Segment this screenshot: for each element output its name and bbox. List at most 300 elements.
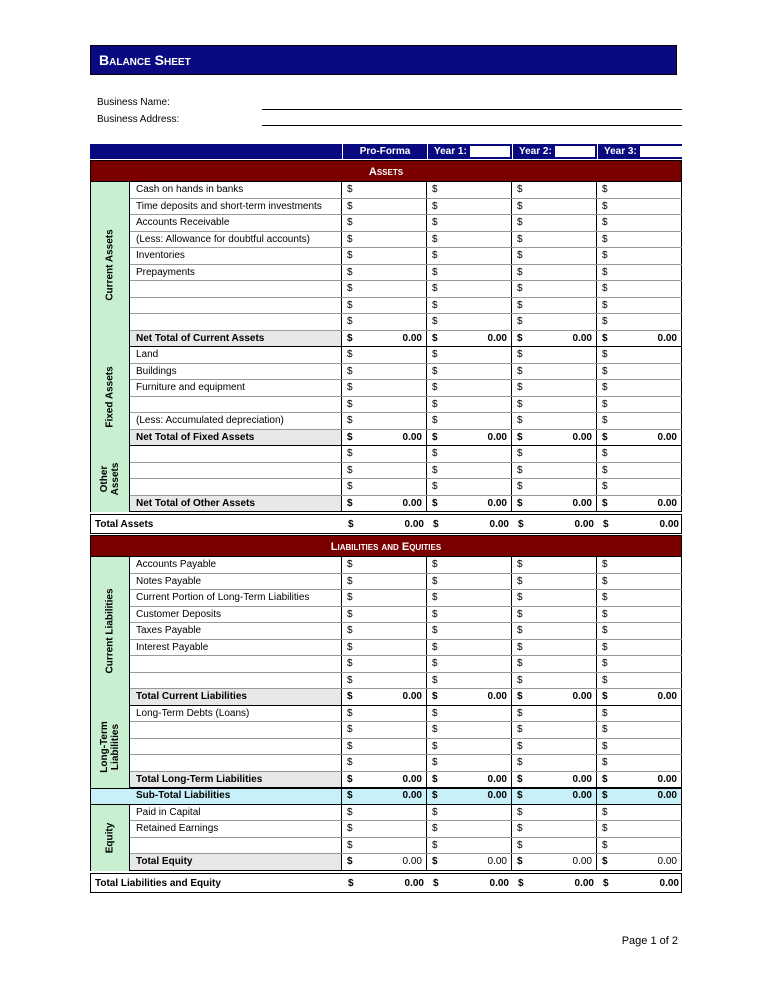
currency-symbol: $ <box>432 233 438 245</box>
value-cell[interactable] <box>342 397 427 413</box>
currency-symbol: $ <box>432 575 438 587</box>
currency-symbol: $ <box>517 266 523 278</box>
value-cell[interactable] <box>597 673 682 689</box>
value-cell[interactable] <box>512 479 597 495</box>
grand-total-cell: $ 0.00 <box>348 877 424 889</box>
value-cell[interactable] <box>512 673 597 689</box>
currency-symbol: $ <box>602 398 608 410</box>
value-cell[interactable] <box>427 347 512 363</box>
currency-symbol: $ <box>517 184 523 195</box>
value-cell[interactable] <box>597 557 682 573</box>
value-cell[interactable] <box>427 380 512 396</box>
value-cell[interactable] <box>597 347 682 363</box>
amount: 0.00 <box>402 431 422 443</box>
value-cell[interactable] <box>512 557 597 573</box>
value-cell[interactable] <box>427 739 512 755</box>
value-cell[interactable] <box>427 722 512 738</box>
currency-symbol: $ <box>432 250 438 261</box>
row-label: (Less: Allowance for doubtful accounts) <box>130 232 342 248</box>
value-cell[interactable] <box>427 265 512 281</box>
value-cell[interactable] <box>427 607 512 623</box>
other-assets-total-row <box>130 496 682 513</box>
row-label <box>130 281 342 297</box>
currency-symbol: $ <box>347 497 353 509</box>
currency-symbol: $ <box>602 184 608 195</box>
value-cell[interactable] <box>597 805 682 821</box>
value-cell[interactable] <box>597 838 682 854</box>
value-cell[interactable] <box>597 463 682 479</box>
value-cell[interactable] <box>512 607 597 623</box>
value-cell[interactable] <box>427 215 512 231</box>
equity-group <box>90 805 130 871</box>
table-row <box>130 364 682 381</box>
value-cell[interactable] <box>427 314 512 330</box>
value-cell[interactable] <box>342 281 427 297</box>
grand-total-cell: $ 0.00 <box>603 519 679 530</box>
value-cell[interactable] <box>512 463 597 479</box>
currency-symbol: $ <box>602 431 608 443</box>
value-cell[interactable]: $ 0.00 <box>512 788 597 804</box>
currency-symbol: $ <box>347 856 353 867</box>
value-cell[interactable] <box>512 805 597 821</box>
value-cell[interactable] <box>512 739 597 755</box>
currency-symbol: $ <box>347 184 353 195</box>
currency-symbol: $ <box>432 299 438 311</box>
value-cell[interactable] <box>597 281 682 297</box>
value-cell[interactable] <box>597 265 682 281</box>
value-cell[interactable] <box>512 265 597 281</box>
currency-symbol: $ <box>347 448 353 459</box>
currency-symbol: $ <box>602 250 608 261</box>
table-row <box>130 805 682 822</box>
value-cell[interactable] <box>512 446 597 462</box>
currency-symbol: $ <box>347 641 353 653</box>
value-cell[interactable] <box>427 199 512 215</box>
table-row <box>130 590 682 607</box>
row-label: Long-Term Debts (Loans) <box>130 706 342 722</box>
value-cell[interactable] <box>597 364 682 380</box>
value-cell[interactable] <box>512 380 597 396</box>
currency-symbol: $ <box>432 448 438 459</box>
value-cell[interactable] <box>342 215 427 231</box>
value-cell[interactable] <box>597 607 682 623</box>
year1-input[interactable] <box>470 146 510 157</box>
currency-symbol: $ <box>432 608 438 620</box>
table-row <box>130 673 682 690</box>
business-address-label: Business Address: <box>97 114 180 125</box>
value-cell[interactable] <box>512 706 597 722</box>
currency-symbol: $ <box>602 674 608 686</box>
value-cell[interactable] <box>512 397 597 413</box>
currency-symbol: $ <box>347 674 353 686</box>
value-cell[interactable] <box>427 496 512 512</box>
amount: 0.00 <box>572 332 592 344</box>
currency-symbol: $ <box>602 299 608 311</box>
value-cell[interactable] <box>427 298 512 314</box>
currency-symbol: $ <box>602 691 608 702</box>
current-assets-group <box>90 182 130 347</box>
value-cell[interactable] <box>512 772 597 788</box>
grand-total-cell: $ 0.00 <box>518 877 594 889</box>
value-cell[interactable] <box>342 623 427 639</box>
currency-symbol: $ <box>517 481 523 492</box>
value-cell[interactable] <box>427 854 512 870</box>
currency-symbol: $ <box>432 382 438 393</box>
value-cell[interactable] <box>342 199 427 215</box>
table-row <box>130 265 682 282</box>
value-cell[interactable] <box>342 557 427 573</box>
currency-symbol: $ <box>432 839 438 851</box>
value-cell[interactable] <box>427 248 512 264</box>
subtotal-label: Sub-Total Liabilities <box>130 788 342 804</box>
value-cell[interactable] <box>342 706 427 722</box>
value-cell[interactable] <box>597 215 682 231</box>
value-cell[interactable] <box>342 772 427 788</box>
currency-symbol: $ <box>602 316 608 327</box>
value-cell[interactable] <box>512 248 597 264</box>
value-cell[interactable] <box>342 607 427 623</box>
value-cell[interactable] <box>512 854 597 870</box>
value-cell[interactable] <box>342 232 427 248</box>
value-cell[interactable] <box>342 248 427 264</box>
currency-symbol: $ <box>602 365 608 377</box>
currency-symbol: $ <box>432 724 438 735</box>
currency-symbol: $ <box>432 592 438 603</box>
currency-symbol: $ <box>432 266 438 278</box>
amount: 0.00 <box>402 332 422 344</box>
value-cell[interactable] <box>342 739 427 755</box>
value-cell[interactable] <box>512 232 597 248</box>
currency-symbol: $ <box>347 250 353 261</box>
business-address-field[interactable] <box>262 125 682 126</box>
year3-input[interactable] <box>640 146 682 157</box>
value-cell[interactable]: $ 0.00 <box>427 788 512 804</box>
currency-symbol: $ <box>517 592 523 603</box>
table-row <box>130 413 682 430</box>
currency-symbol: $ <box>432 806 438 818</box>
currency-symbol: $ <box>347 316 353 327</box>
row-label: Prepayments <box>130 265 342 281</box>
currency-symbol: $ <box>432 415 438 426</box>
value-cell[interactable] <box>427 805 512 821</box>
value-cell[interactable] <box>512 413 597 429</box>
amount: 0.00 <box>402 691 422 702</box>
currency-symbol: $ <box>517 625 523 636</box>
value-cell[interactable] <box>427 479 512 495</box>
currency-symbol: $ <box>432 200 438 212</box>
currency-symbol: $ <box>347 266 353 278</box>
current-liabilities-group <box>90 557 130 706</box>
value-cell[interactable] <box>342 755 427 771</box>
value-cell[interactable] <box>512 215 597 231</box>
value-cell[interactable] <box>512 623 597 639</box>
value-cell[interactable] <box>342 314 427 330</box>
row-label: Accounts Payable <box>130 557 342 573</box>
value-cell[interactable] <box>512 347 597 363</box>
currency-symbol: $ <box>347 299 353 311</box>
value-cell[interactable] <box>427 821 512 837</box>
value-cell[interactable] <box>427 838 512 854</box>
value-cell[interactable] <box>427 446 512 462</box>
grand-total-label: Total Liabilities and Equity <box>95 877 221 889</box>
value-cell[interactable] <box>427 281 512 297</box>
value-cell[interactable] <box>342 854 427 870</box>
business-name-field[interactable] <box>262 109 682 110</box>
value-cell[interactable] <box>342 298 427 314</box>
value-cell[interactable] <box>342 380 427 396</box>
value-cell[interactable] <box>597 706 682 722</box>
row-label: Customer Deposits <box>130 607 342 623</box>
amount: 0.00 <box>572 431 592 443</box>
currency-symbol: $ <box>517 200 523 212</box>
table-row <box>130 215 682 232</box>
value-cell[interactable] <box>512 430 597 446</box>
value-cell[interactable] <box>427 557 512 573</box>
currency-symbol: $ <box>517 658 523 669</box>
value-cell[interactable] <box>427 590 512 606</box>
value-cell[interactable] <box>512 331 597 347</box>
currency-symbol: $ <box>517 608 523 620</box>
value-cell[interactable]: $ 0.00 <box>342 788 427 804</box>
value-cell[interactable] <box>597 413 682 429</box>
row-label: Interest Payable <box>130 640 342 656</box>
value-cell[interactable] <box>512 298 597 314</box>
value-cell[interactable] <box>342 413 427 429</box>
value-cell[interactable] <box>427 640 512 656</box>
value-cell[interactable] <box>342 182 427 198</box>
currency-symbol: $ <box>432 856 438 867</box>
value-cell[interactable] <box>427 623 512 639</box>
currency-symbol: $ <box>432 740 438 752</box>
currency-symbol: $ <box>517 707 523 719</box>
currency-symbol: $ <box>347 332 353 344</box>
value-cell[interactable] <box>512 821 597 837</box>
table-row <box>130 706 682 723</box>
currency-symbol: $ <box>517 724 523 735</box>
value-cell[interactable] <box>342 347 427 363</box>
value-cell[interactable] <box>342 463 427 479</box>
currency-symbol: $ <box>432 641 438 653</box>
currency-symbol: $ <box>517 448 523 459</box>
currency-symbol: $ <box>517 575 523 587</box>
col-year3: Year 3: <box>597 144 682 159</box>
value-cell[interactable] <box>597 298 682 314</box>
currency-symbol: $ <box>432 184 438 195</box>
value-cell[interactable] <box>427 364 512 380</box>
fixed-assets-total-row <box>130 430 682 447</box>
currency-symbol: $ <box>517 856 523 867</box>
value-cell[interactable] <box>512 590 597 606</box>
currency-symbol: $ <box>347 608 353 620</box>
row-label <box>130 838 342 854</box>
value-cell[interactable] <box>597 623 682 639</box>
value-cell[interactable] <box>342 805 427 821</box>
value-cell[interactable] <box>597 479 682 495</box>
value-cell[interactable] <box>342 446 427 462</box>
value-cell[interactable] <box>427 656 512 672</box>
value-cell[interactable] <box>342 331 427 347</box>
value-cell[interactable] <box>597 640 682 656</box>
value-cell[interactable] <box>512 182 597 198</box>
value-cell[interactable] <box>427 574 512 590</box>
value-cell[interactable] <box>597 722 682 738</box>
currency-symbol: $ <box>602 200 608 212</box>
year2-input[interactable] <box>555 146 595 157</box>
value-cell[interactable] <box>597 182 682 198</box>
value-cell[interactable] <box>597 772 682 788</box>
currency-symbol: $ <box>602 266 608 278</box>
currency-symbol: $ <box>432 625 438 636</box>
value-cell[interactable] <box>342 430 427 446</box>
currency-symbol: $ <box>347 740 353 752</box>
row-label <box>130 314 342 330</box>
value-cell[interactable] <box>427 182 512 198</box>
value-cell[interactable] <box>512 496 597 512</box>
value-cell[interactable] <box>342 673 427 689</box>
table-row <box>130 640 682 657</box>
value-cell[interactable] <box>512 314 597 330</box>
current-assets-total-row <box>130 331 682 348</box>
amount: 0.00 <box>657 332 677 344</box>
value-cell[interactable] <box>512 364 597 380</box>
value-cell[interactable] <box>427 430 512 446</box>
amount: 0.00 <box>402 497 422 509</box>
amount: 0.00 <box>487 773 507 785</box>
currency-symbol: $ <box>432 691 438 702</box>
value-cell[interactable] <box>342 689 427 705</box>
value-cell[interactable] <box>597 248 682 264</box>
value-cell[interactable] <box>342 479 427 495</box>
row-label: Net Total of Other Assets <box>130 496 342 512</box>
value-cell[interactable] <box>342 574 427 590</box>
row-label <box>130 755 342 771</box>
value-cell[interactable] <box>512 281 597 297</box>
value-cell[interactable] <box>427 755 512 771</box>
value-cell[interactable] <box>597 689 682 705</box>
value-cell[interactable] <box>427 673 512 689</box>
value-cell[interactable] <box>512 574 597 590</box>
value-cell[interactable] <box>427 706 512 722</box>
value-cell[interactable] <box>597 397 682 413</box>
value-cell[interactable] <box>597 199 682 215</box>
value-cell[interactable] <box>342 821 427 837</box>
value-cell[interactable] <box>427 397 512 413</box>
table-row <box>130 298 682 315</box>
value-cell[interactable] <box>342 656 427 672</box>
currency-symbol: $ <box>602 707 608 719</box>
currency-symbol: $ <box>347 365 353 377</box>
value-cell[interactable] <box>597 430 682 446</box>
currency-symbol: $ <box>517 217 523 228</box>
row-label <box>130 739 342 755</box>
value-cell[interactable] <box>512 689 597 705</box>
currency-symbol: $ <box>602 757 608 768</box>
value-cell[interactable] <box>342 265 427 281</box>
row-label <box>130 673 342 689</box>
value-cell[interactable] <box>427 463 512 479</box>
value-cell[interactable] <box>427 331 512 347</box>
long-term-liabilities-group-label: Long-Term Liabilities <box>99 721 121 773</box>
value-cell[interactable] <box>597 590 682 606</box>
currency-symbol: $ <box>517 740 523 752</box>
value-cell[interactable] <box>427 232 512 248</box>
value-cell[interactable] <box>512 755 597 771</box>
value-cell[interactable] <box>597 821 682 837</box>
row-label: Net Total of Fixed Assets <box>130 430 342 446</box>
value-cell[interactable] <box>342 838 427 854</box>
currency-symbol: $ <box>432 316 438 327</box>
table-row <box>130 838 682 855</box>
table-row <box>130 755 682 772</box>
value-cell[interactable] <box>427 772 512 788</box>
value-cell[interactable] <box>597 755 682 771</box>
value-cell[interactable] <box>342 496 427 512</box>
long-term-total-row <box>130 772 682 789</box>
currency-symbol: $ <box>517 839 523 851</box>
fixed-assets-group-label: Fixed Assets <box>104 365 116 428</box>
value-cell[interactable] <box>342 364 427 380</box>
current-liabilities-group-label: Current Liabilities <box>104 588 116 674</box>
row-label <box>130 298 342 314</box>
value-cell[interactable] <box>597 574 682 590</box>
value-cell[interactable] <box>512 199 597 215</box>
amount: 0.00 <box>572 773 592 785</box>
currency-symbol: $ <box>602 481 608 492</box>
total-assets-row <box>90 514 682 534</box>
row-label: (Less: Accumulated depreciation) <box>130 413 342 429</box>
currency-symbol: $ <box>347 398 353 410</box>
value-cell[interactable] <box>512 838 597 854</box>
row-label: Total Long-Term Liabilities <box>130 772 342 788</box>
value-cell[interactable] <box>597 656 682 672</box>
currency-symbol: $ <box>432 217 438 228</box>
value-cell[interactable]: $ 0.00 <box>597 788 682 804</box>
value-cell[interactable] <box>597 314 682 330</box>
value-cell[interactable] <box>512 656 597 672</box>
value-cell[interactable] <box>597 380 682 396</box>
value-cell[interactable] <box>597 854 682 870</box>
value-cell[interactable] <box>512 640 597 656</box>
page-number: Page 1 of 2 <box>621 935 678 947</box>
row-label: Cash on hands in banks <box>130 182 342 198</box>
value-cell[interactable] <box>427 689 512 705</box>
equity-group-label: Equity <box>104 822 116 853</box>
value-cell[interactable] <box>512 722 597 738</box>
currency-symbol: $ <box>517 431 523 443</box>
value-cell[interactable] <box>427 413 512 429</box>
value-cell[interactable] <box>342 722 427 738</box>
currency-symbol: $ <box>602 233 608 245</box>
row-label: Retained Earnings <box>130 821 342 837</box>
value-cell[interactable] <box>342 640 427 656</box>
currency-symbol: $ <box>517 316 523 327</box>
value-cell[interactable] <box>342 590 427 606</box>
currency-symbol: $ <box>432 559 438 570</box>
total-liabilities-equity-row <box>90 873 682 893</box>
value-cell[interactable] <box>597 496 682 512</box>
currency-symbol: $ <box>432 823 438 834</box>
value-cell[interactable] <box>597 232 682 248</box>
currency-symbol: $ <box>432 349 438 360</box>
grand-total-cell: $ 0.00 <box>518 519 594 530</box>
value-cell[interactable] <box>597 739 682 755</box>
currency-symbol: $ <box>432 757 438 768</box>
currency-symbol: $ <box>602 559 608 570</box>
value-cell[interactable] <box>597 446 682 462</box>
value-cell[interactable] <box>597 331 682 347</box>
currency-symbol: $ <box>432 398 438 410</box>
table-row <box>130 557 682 574</box>
